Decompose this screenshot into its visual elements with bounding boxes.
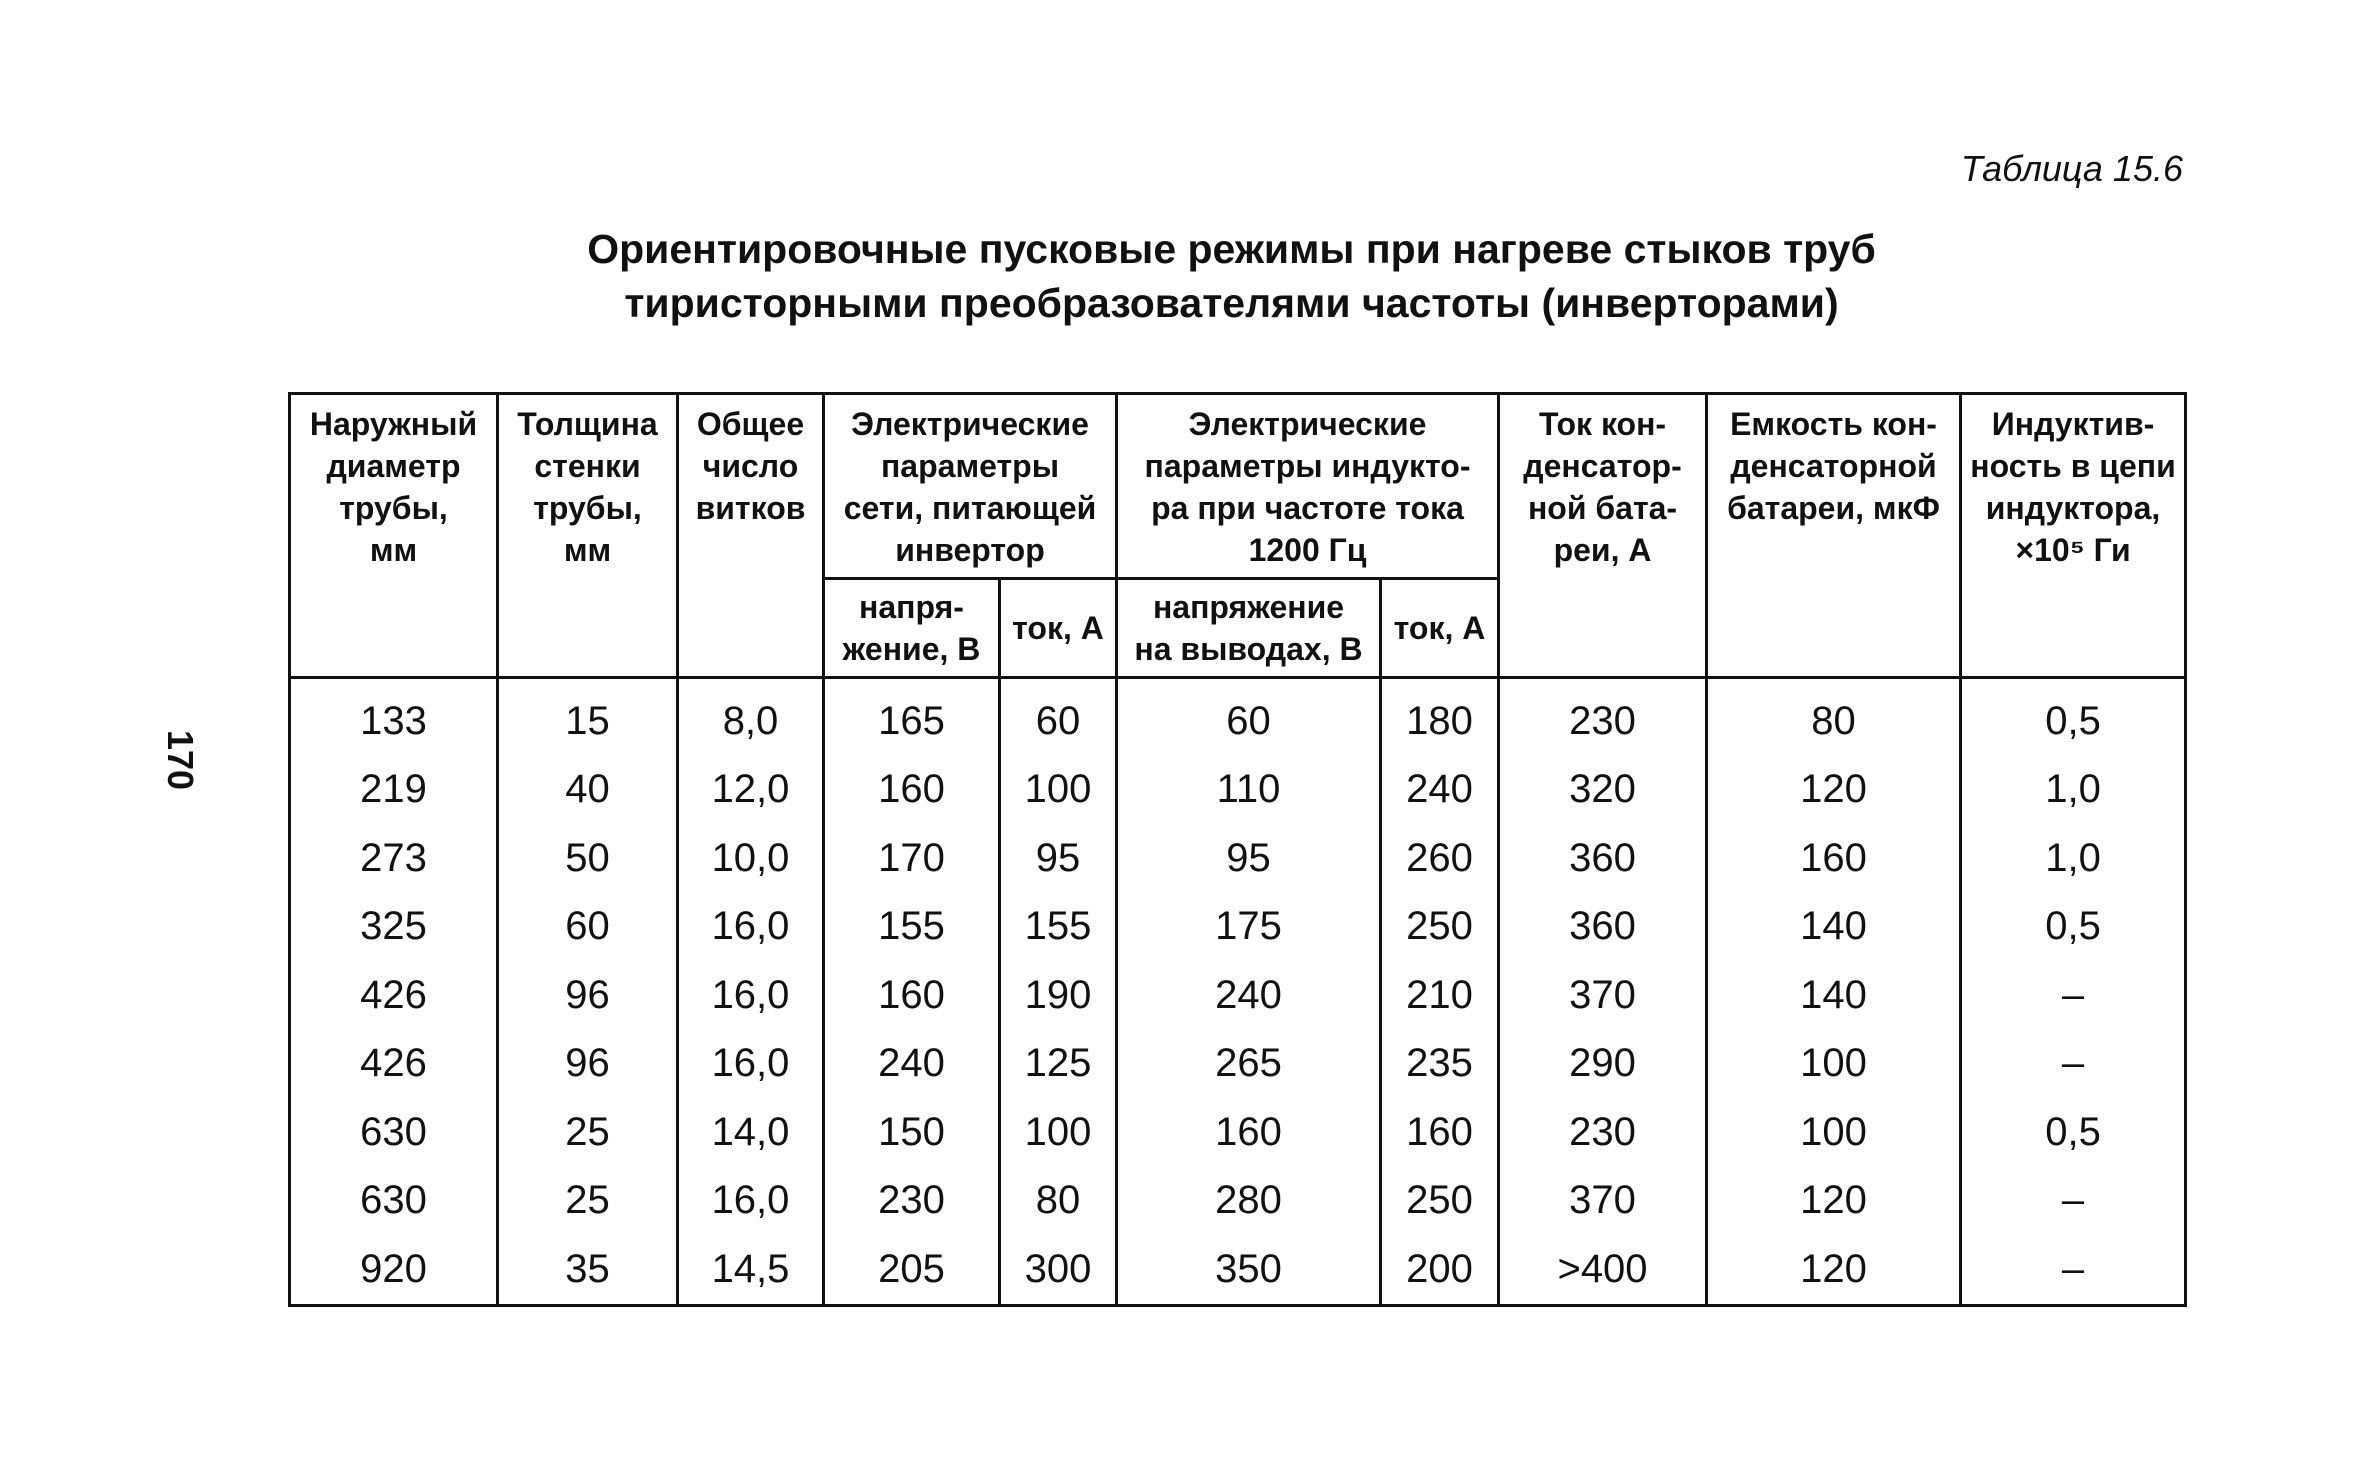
table-row xyxy=(290,678,2186,756)
cell-total-turns: 16,0 xyxy=(678,893,824,962)
cell-total-turns: 14,5 xyxy=(678,1235,824,1305)
header-capacitor-current: Ток кон- денсатор- ной бата- реи, А xyxy=(1499,394,1707,678)
cell-capacitor-capacity: 120 xyxy=(1707,1235,1961,1305)
cell-capacitor-capacity: 100 xyxy=(1707,1098,1961,1167)
cell-outer-diameter: 920 xyxy=(290,1235,498,1305)
cell-capacitor-current: 230 xyxy=(1499,678,1707,756)
cell-outer-diameter: 133 xyxy=(290,678,498,756)
cell-total-turns: 16,0 xyxy=(678,961,824,1030)
table-row xyxy=(290,1030,2186,1099)
cell-capacitor-capacity: 120 xyxy=(1707,1167,1961,1236)
cell-inductance: – xyxy=(1961,961,2186,1030)
cell-inductance: 0,5 xyxy=(1961,678,2186,756)
cell-capacitor-current: 290 xyxy=(1499,1030,1707,1099)
cell-network-voltage: 155 xyxy=(824,893,1000,962)
header-network-voltage: напря- жение, В xyxy=(824,579,1000,678)
header-wall-thickness: Толщина стенки трубы, мм xyxy=(498,394,678,678)
cell-capacitor-current: 230 xyxy=(1499,1098,1707,1167)
cell-inductor-current: 250 xyxy=(1381,893,1499,962)
header-network-params: Электрические параметры сети, питающей инвертор xyxy=(824,394,1117,579)
cell-capacitor-current: 360 xyxy=(1499,893,1707,962)
cell-network-voltage: 240 xyxy=(824,1030,1000,1099)
table-row xyxy=(290,893,2186,962)
table-title-line-2: тиристорными преобразователями частоты (инверторами) xyxy=(624,280,1839,326)
cell-wall-thickness: 50 xyxy=(498,824,678,893)
cell-network-current: 100 xyxy=(1000,756,1117,825)
cell-wall-thickness: 25 xyxy=(498,1098,678,1167)
cell-network-current: 125 xyxy=(1000,1030,1117,1099)
cell-network-current: 60 xyxy=(1000,678,1117,756)
cell-outer-diameter: 273 xyxy=(290,824,498,893)
header-network-current: ток, А xyxy=(1000,579,1117,678)
cell-network-voltage: 160 xyxy=(824,756,1000,825)
cell-network-current: 300 xyxy=(1000,1235,1117,1305)
table-title-line-1: Ориентировочные пусковые режимы при нагреве стыков труб xyxy=(587,226,1876,272)
cell-wall-thickness: 40 xyxy=(498,756,678,825)
table-row xyxy=(290,756,2186,825)
cell-outer-diameter: 630 xyxy=(290,1167,498,1236)
cell-inductor-voltage: 110 xyxy=(1117,756,1381,825)
cell-inductor-current: 260 xyxy=(1381,824,1499,893)
cell-inductor-current: 250 xyxy=(1381,1167,1499,1236)
table-row xyxy=(290,961,2186,1030)
table-title xyxy=(0,222,2363,330)
cell-capacitor-capacity: 140 xyxy=(1707,961,1961,1030)
cell-capacitor-current: 320 xyxy=(1499,756,1707,825)
cell-inductance: 1,0 xyxy=(1961,824,2186,893)
table-row xyxy=(290,1098,2186,1167)
cell-total-turns: 16,0 xyxy=(678,1167,824,1236)
cell-wall-thickness: 60 xyxy=(498,893,678,962)
header-inductor-current: ток, А xyxy=(1381,579,1499,678)
cell-total-turns: 16,0 xyxy=(678,1030,824,1099)
cell-inductor-current: 160 xyxy=(1381,1098,1499,1167)
cell-inductor-voltage: 95 xyxy=(1117,824,1381,893)
cell-inductance: 1,0 xyxy=(1961,756,2186,825)
cell-capacitor-current: >400 xyxy=(1499,1235,1707,1305)
cell-network-voltage: 160 xyxy=(824,961,1000,1030)
cell-total-turns: 10,0 xyxy=(678,824,824,893)
table-header xyxy=(290,394,2186,678)
cell-inductor-voltage: 60 xyxy=(1117,678,1381,756)
cell-inductor-current: 210 xyxy=(1381,961,1499,1030)
cell-inductor-current: 180 xyxy=(1381,678,1499,756)
cell-inductor-voltage: 175 xyxy=(1117,893,1381,962)
cell-capacitor-current: 370 xyxy=(1499,961,1707,1030)
cell-outer-diameter: 630 xyxy=(290,1098,498,1167)
cell-network-voltage: 165 xyxy=(824,678,1000,756)
cell-inductor-voltage: 350 xyxy=(1117,1235,1381,1305)
cell-wall-thickness: 96 xyxy=(498,961,678,1030)
table-body xyxy=(290,678,2186,1306)
cell-capacitor-capacity: 80 xyxy=(1707,678,1961,756)
cell-inductance: 0,5 xyxy=(1961,1098,2186,1167)
header-inductor-params: Электрические параметры индукто- ра при частоте тока 1200 Гц xyxy=(1117,394,1499,579)
header-inductance: Индуктив- ность в цепи индуктора, ×10⁵ Ги xyxy=(1961,394,2186,678)
cell-capacitor-current: 370 xyxy=(1499,1167,1707,1236)
cell-outer-diameter: 325 xyxy=(290,893,498,962)
cell-outer-diameter: 219 xyxy=(290,756,498,825)
cell-inductor-current: 240 xyxy=(1381,756,1499,825)
header-capacitor-capacity: Емкость кон- денсаторной батареи, мкФ xyxy=(1707,394,1961,678)
page-number: 170 xyxy=(160,730,201,791)
cell-total-turns: 14,0 xyxy=(678,1098,824,1167)
cell-network-voltage: 205 xyxy=(824,1235,1000,1305)
cell-wall-thickness: 35 xyxy=(498,1235,678,1305)
cell-inductor-voltage: 160 xyxy=(1117,1098,1381,1167)
cell-outer-diameter: 426 xyxy=(290,961,498,1030)
table-row xyxy=(290,824,2186,893)
data-table xyxy=(288,392,2187,1307)
cell-network-current: 80 xyxy=(1000,1167,1117,1236)
cell-network-current: 95 xyxy=(1000,824,1117,893)
cell-total-turns: 12,0 xyxy=(678,756,824,825)
cell-capacitor-capacity: 100 xyxy=(1707,1030,1961,1099)
cell-inductor-voltage: 240 xyxy=(1117,961,1381,1030)
cell-network-current: 100 xyxy=(1000,1098,1117,1167)
cell-outer-diameter: 426 xyxy=(290,1030,498,1099)
cell-inductor-voltage: 280 xyxy=(1117,1167,1381,1236)
cell-inductance: – xyxy=(1961,1030,2186,1099)
cell-network-current: 155 xyxy=(1000,893,1117,962)
table-row xyxy=(290,1167,2186,1236)
cell-inductance: 0,5 xyxy=(1961,893,2186,962)
header-inductor-voltage: напряжение на выводах, В xyxy=(1117,579,1381,678)
cell-network-current: 190 xyxy=(1000,961,1117,1030)
table-caption: Таблица 15.6 xyxy=(1960,148,2183,189)
cell-inductor-voltage: 265 xyxy=(1117,1030,1381,1099)
cell-network-voltage: 170 xyxy=(824,824,1000,893)
cell-network-voltage: 150 xyxy=(824,1098,1000,1167)
header-total-turns: Общее число витков xyxy=(678,394,824,678)
table-row xyxy=(290,1235,2186,1305)
cell-capacitor-capacity: 140 xyxy=(1707,893,1961,962)
cell-capacitor-capacity: 120 xyxy=(1707,756,1961,825)
cell-wall-thickness: 96 xyxy=(498,1030,678,1099)
cell-total-turns: 8,0 xyxy=(678,678,824,756)
cell-wall-thickness: 25 xyxy=(498,1167,678,1236)
cell-network-voltage: 230 xyxy=(824,1167,1000,1236)
cell-capacitor-current: 360 xyxy=(1499,824,1707,893)
cell-inductor-current: 200 xyxy=(1381,1235,1499,1305)
cell-inductance: – xyxy=(1961,1235,2186,1305)
cell-inductance: – xyxy=(1961,1167,2186,1236)
cell-capacitor-capacity: 160 xyxy=(1707,824,1961,893)
header-outer-diameter: Наружный диаметр трубы, мм xyxy=(290,394,498,678)
cell-inductor-current: 235 xyxy=(1381,1030,1499,1099)
cell-wall-thickness: 15 xyxy=(498,678,678,756)
